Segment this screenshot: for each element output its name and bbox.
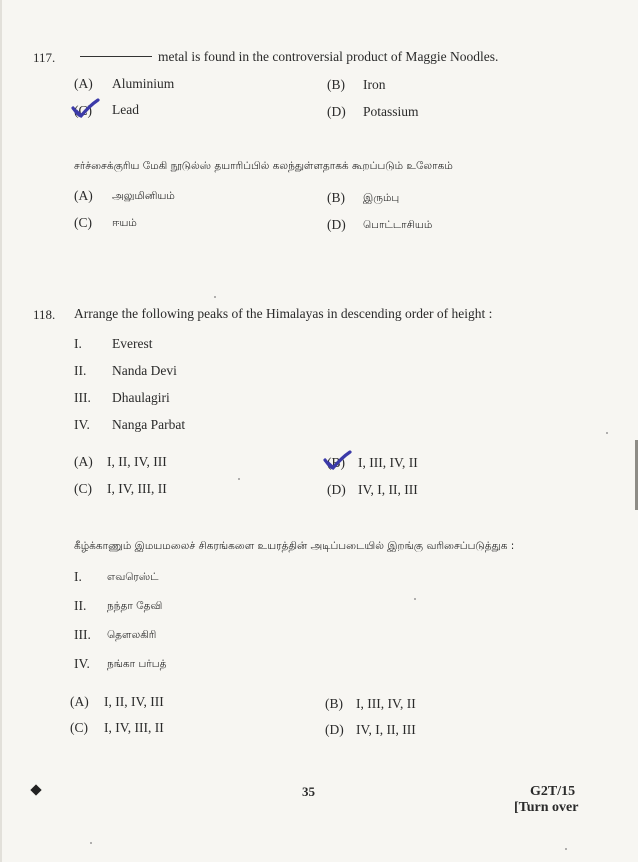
list-item: Nanga Parbat	[112, 417, 186, 432]
option-label: (C)	[74, 481, 92, 496]
list-item: நங்கா பர்பத்	[107, 658, 167, 670]
option-label: (B)	[327, 455, 345, 470]
roman-numeral: III.	[74, 390, 91, 405]
option-label: (C)	[74, 215, 92, 230]
roman-numeral: II.	[74, 363, 87, 378]
question-number: 118.	[33, 307, 56, 322]
list-item: Nanda Devi	[112, 363, 177, 378]
roman-numeral: IV.	[74, 656, 90, 671]
list-item: எவரெஸ்ட்	[107, 571, 159, 583]
roman-numeral: IV.	[74, 417, 90, 432]
option-text: IV, I, II, III	[356, 722, 416, 737]
scan-speck	[238, 478, 240, 480]
list-item: Everest	[112, 336, 153, 351]
scan-speck	[414, 598, 416, 600]
option-label: (D)	[325, 722, 344, 737]
option-label: (B)	[327, 190, 345, 205]
paper-code: G2T/15	[530, 784, 576, 799]
option-label: (D)	[327, 482, 346, 497]
tamil-question-stem: சர்ச்சைக்குரிய மேகி நூடுல்ஸ் தயாரிப்பில் கலந்துள்ளதாகக் கூறப்படும் உலோகம்	[74, 160, 453, 172]
roman-numeral: II.	[74, 598, 87, 613]
option-text: பொட்டாசியம்	[363, 219, 433, 231]
list-item: Dhaulagiri	[112, 390, 170, 405]
option-text: I, IV, III, II	[104, 720, 164, 735]
option-text: அலுமினியம்	[112, 190, 175, 202]
tamil-question-stem: கீழ்க்காணும் இமயமலைச் சிகரங்களை உயரத்தின் அடிப்படையில் இறங்கு வரிசைப்படுத்துக :	[74, 540, 515, 552]
scan-speck	[565, 848, 567, 850]
option-text: I, II, IV, III	[104, 694, 164, 709]
check-mark-icon	[322, 450, 352, 472]
list-item: நந்தா தேவி	[107, 600, 163, 612]
page-number: 35	[302, 784, 315, 799]
check-mark-icon	[70, 98, 100, 120]
option-label: (A)	[74, 454, 93, 469]
question-stem-text: metal is found in the controversial product of Maggie Noodles.	[158, 49, 499, 64]
question-number: 117.	[33, 50, 56, 65]
option-label: (B)	[325, 696, 343, 711]
diamond-icon	[30, 784, 41, 795]
option-label: (D)	[327, 217, 346, 232]
option-text: I, II, IV, III	[107, 454, 167, 469]
option-label: (C)	[74, 103, 92, 118]
option-text: I, III, IV, II	[356, 696, 416, 711]
option-label: (A)	[70, 694, 89, 709]
roman-numeral: III.	[74, 627, 91, 642]
question-stem	[74, 49, 498, 65]
option-label: (B)	[327, 77, 345, 92]
page-edge-left	[0, 0, 2, 862]
option-text: IV, I, II, III	[358, 482, 418, 497]
fill-blank-line	[80, 56, 152, 57]
option-text: Aluminium	[112, 76, 175, 91]
scan-speck	[90, 842, 92, 844]
roman-numeral: I.	[74, 569, 82, 584]
option-label: (D)	[327, 104, 346, 119]
option-text: Lead	[112, 102, 139, 117]
option-label: (C)	[70, 720, 88, 735]
roman-numeral: I.	[74, 336, 82, 351]
option-text: Iron	[363, 77, 386, 92]
option-text: Potassium	[363, 104, 419, 119]
option-label: (A)	[74, 188, 93, 203]
list-item: தௌலகிரி	[107, 629, 157, 641]
scan-speck	[606, 432, 608, 434]
scan-speck	[214, 296, 216, 298]
turn-over-note: [Turn over	[514, 800, 579, 815]
option-text: I, IV, III, II	[107, 481, 167, 496]
option-text: ஈயம்	[112, 217, 137, 229]
option-text: இரும்பு	[363, 192, 400, 204]
option-text: I, III, IV, II	[358, 455, 418, 470]
question-stem: Arrange the following peaks of the Himalayas in descending order of height :	[74, 306, 493, 321]
option-label: (A)	[74, 76, 93, 91]
